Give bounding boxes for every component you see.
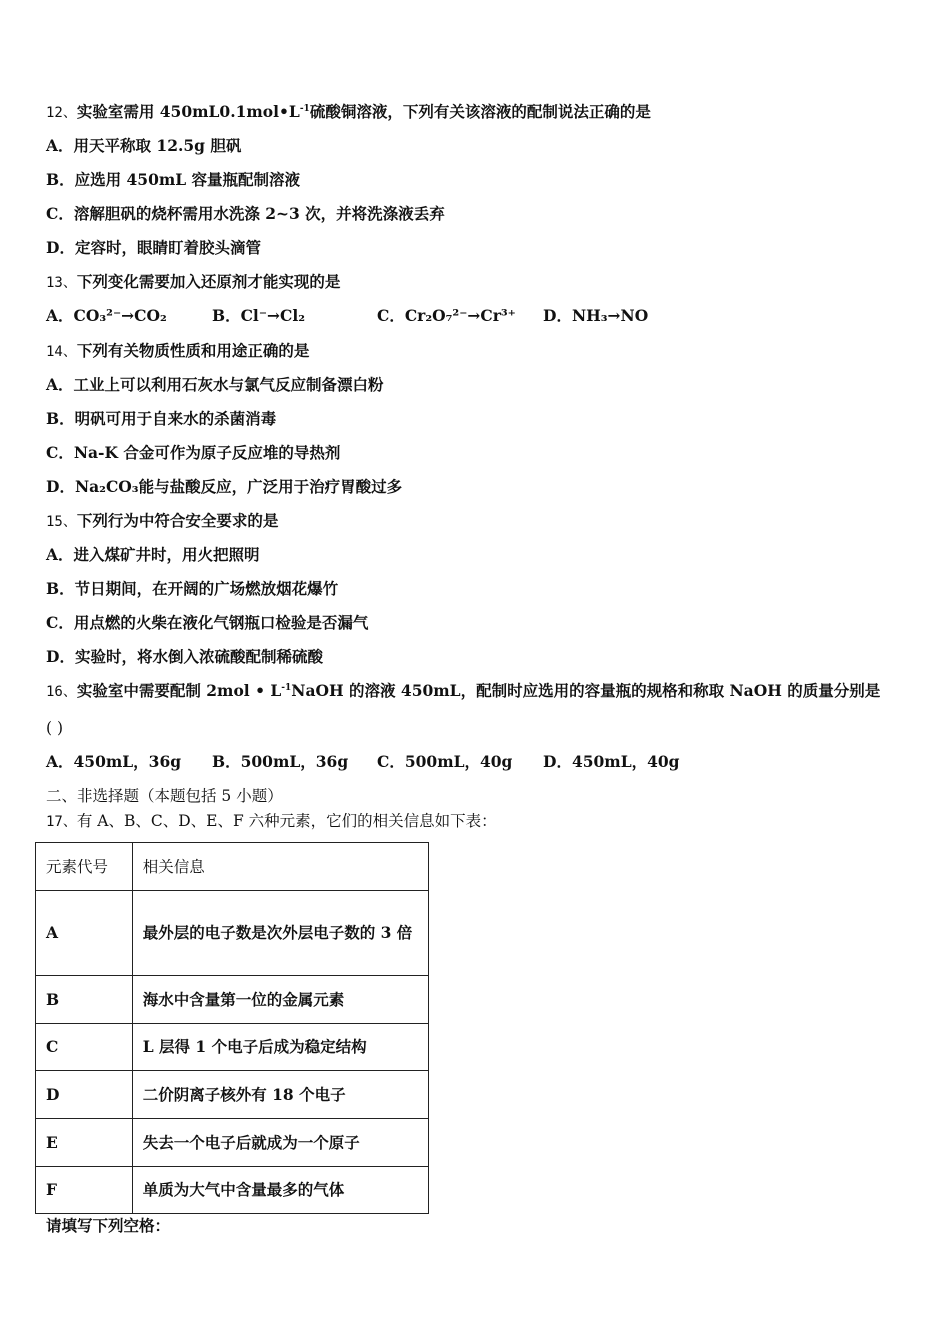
table-row bbox=[36, 1167, 429, 1214]
section-heading: 二、非选择题（本题包括 5 小题） bbox=[46, 787, 283, 805]
option-a: A．CO₃²⁻→CO₂ bbox=[46, 306, 167, 325]
option-b: B．Cl⁻→Cl₂ bbox=[212, 306, 306, 325]
table-row bbox=[36, 976, 429, 1024]
element-info: 失去一个电子后就成为一个原子 bbox=[132, 1119, 428, 1167]
option-c: C．500mL，40g bbox=[377, 752, 513, 771]
element-code: F bbox=[36, 1167, 133, 1214]
option-a: A．进入煤矿井时，用火把照明 bbox=[46, 545, 260, 564]
table-header-row bbox=[36, 843, 429, 891]
stem-text: 下列行为中符合安全要求的是 bbox=[76, 511, 279, 530]
answer-parentheses: ( ) bbox=[46, 719, 64, 737]
table-row bbox=[36, 891, 429, 976]
question-14-stem bbox=[46, 341, 309, 362]
element-code: E bbox=[36, 1119, 133, 1167]
option-d: D．定容时，眼睛盯着胶头滴管 bbox=[46, 238, 261, 257]
option-a: A．工业上可以利用石灰水与氯气反应制备漂白粉 bbox=[46, 375, 384, 394]
question-number: 17、 bbox=[46, 814, 77, 830]
element-info-table bbox=[35, 842, 429, 1214]
question-number: 15、 bbox=[46, 514, 77, 530]
question-17-stem bbox=[46, 811, 497, 832]
table-row bbox=[36, 1071, 429, 1119]
option-c: C．溶解胆矾的烧杯需用水洗涤 2~3 次，并将洗涤液丢弃 bbox=[46, 204, 445, 223]
superscript: -1 bbox=[281, 682, 292, 693]
option-c: C．Cr₂O₇²⁻→Cr³⁺ bbox=[377, 306, 516, 325]
option-c: C．Na-K 合金可作为原子反应堆的导热剂 bbox=[46, 443, 341, 462]
element-info: L 层得 1 个电子后成为稳定结构 bbox=[132, 1024, 428, 1071]
option-b: B．节日期间，在开阔的广场燃放烟花爆竹 bbox=[46, 579, 339, 598]
element-code: A bbox=[36, 891, 133, 976]
option-d: D．实验时，将水倒入浓硫酸配制稀硫酸 bbox=[46, 647, 323, 666]
option-d: D．NH₃→NO bbox=[543, 306, 649, 325]
superscript: -1 bbox=[299, 103, 310, 114]
element-info: 二价阴离子核外有 18 个电子 bbox=[132, 1071, 428, 1119]
header-cell: 元素代号 bbox=[36, 843, 133, 891]
stem-text: 硫酸铜溶液，下列有关该溶液的配制说法正确的是 bbox=[309, 102, 651, 121]
element-info: 海水中含量第一位的金属元素 bbox=[132, 976, 428, 1024]
stem-text: 实验室需用 450mL0.1mol•L bbox=[76, 102, 300, 121]
stem-text: 有 A、B、C、D、E、F 六种元素，它们的相关信息如下表： bbox=[76, 812, 497, 830]
option-b: B．500mL，36g bbox=[212, 752, 349, 771]
element-info: 单质为大气中含量最多的气体 bbox=[132, 1167, 428, 1214]
stem-text: 实验室中需要配制 2mol • L bbox=[76, 681, 282, 700]
option-d: D．Na₂CO₃能与盐酸反应，广泛用于治疗胃酸过多 bbox=[46, 477, 403, 496]
table-row bbox=[36, 1119, 429, 1167]
element-info: 最外层的电子数是次外层电子数的 3 倍 bbox=[132, 891, 428, 976]
table-row bbox=[36, 1024, 429, 1071]
stem-text: 下列有关物质性质和用途正确的是 bbox=[76, 341, 310, 360]
element-code: B bbox=[36, 976, 133, 1024]
option-b: B．明矾可用于自来水的杀菌消毒 bbox=[46, 409, 277, 428]
question-15-stem bbox=[46, 511, 278, 532]
fill-in-prompt: 请填写下列空格： bbox=[46, 1216, 171, 1235]
question-number: 16、 bbox=[46, 684, 77, 700]
question-12-stem bbox=[46, 102, 651, 123]
question-number: 12、 bbox=[46, 105, 77, 121]
header-cell: 相关信息 bbox=[132, 843, 428, 891]
question-number: 14、 bbox=[46, 344, 77, 360]
option-c: C．用点燃的火柴在液化气钢瓶口检验是否漏气 bbox=[46, 613, 369, 632]
element-code: C bbox=[36, 1024, 133, 1071]
option-a: A．450mL，36g bbox=[46, 752, 182, 771]
stem-text: NaOH 的溶液 450mL，配制时应选用的容量瓶的规格和称取 NaOH 的质量分别是 bbox=[291, 681, 881, 700]
option-b: B．应选用 450mL 容量瓶配制溶液 bbox=[46, 170, 301, 189]
question-16-stem bbox=[46, 681, 880, 702]
question-number: 13、 bbox=[46, 275, 77, 291]
element-code: D bbox=[36, 1071, 133, 1119]
question-13-stem bbox=[46, 272, 340, 293]
stem-text: 下列变化需要加入还原剂才能实现的是 bbox=[76, 272, 341, 291]
option-d: D．450mL，40g bbox=[543, 752, 680, 771]
option-a: A．用天平称取 12.5g 胆矾 bbox=[46, 136, 242, 155]
